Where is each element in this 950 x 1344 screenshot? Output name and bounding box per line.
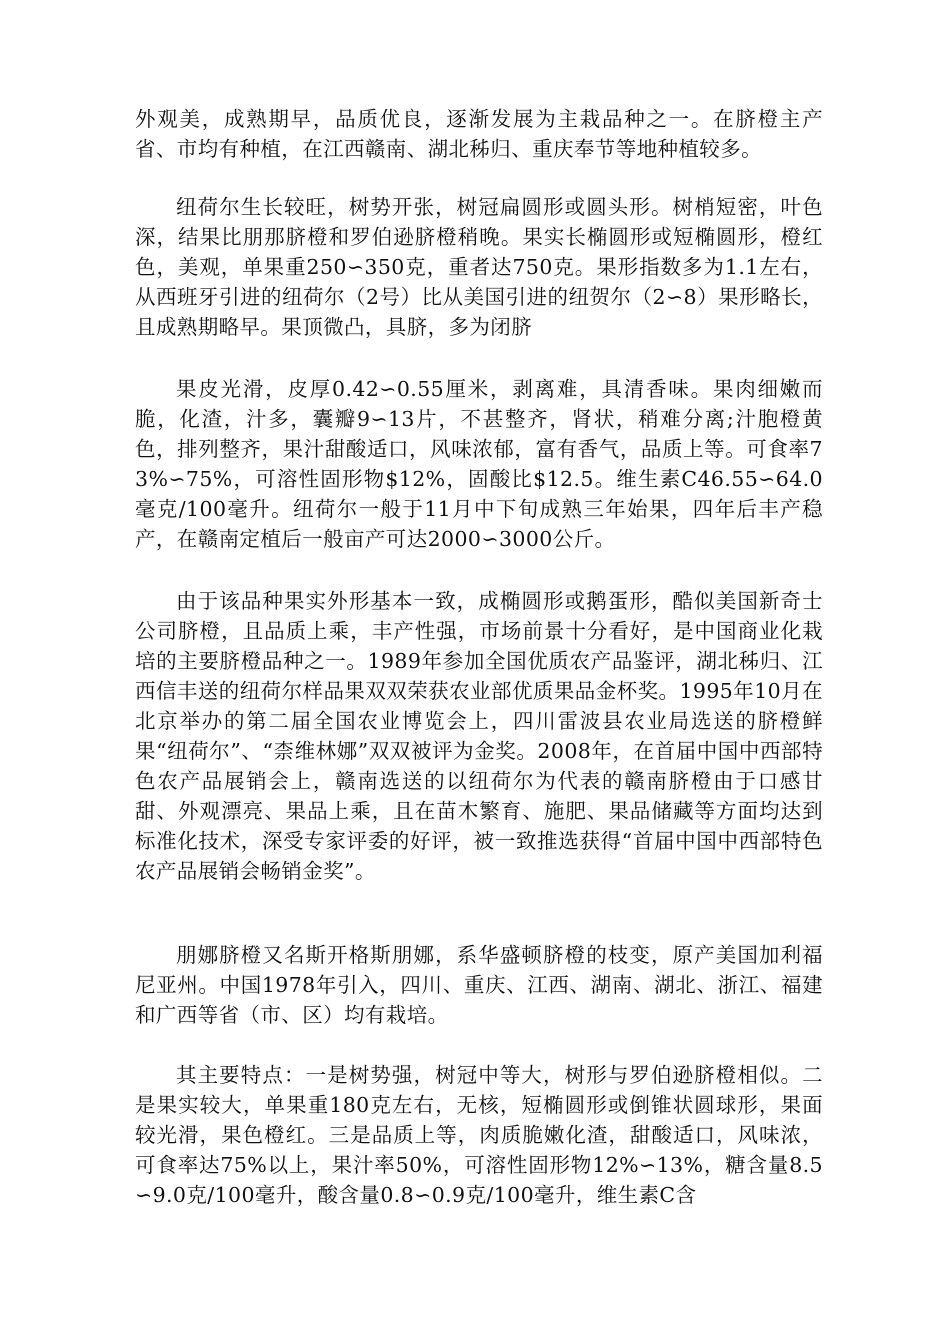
paragraph-4: 由于该品种果实外形基本一致，成椭圆形或鹅蛋形，酷似美国新奇士公司脐橙，且品质上乘，丰产性强，市场前景十分看好，是中国商业化栽培的主要脐橙品种之一。1989年参加全国优质农产品鉴评，湖北秭归、江西信丰送的纽荷尔样品果双双荣获农业部优质果品金杯奖。1995年10月在北京举办的第二届全国农业博览会上，四川雷波县农业局选送的脐橙鲜果“纽荷尔”、“柰维林娜”双双被评为金奖。2008年，在首届中国中西部特色农产品展销会上，赣南选送的以纽荷尔为代表的赣南脐橙由于口感甘甜、外观漂亮、果品上乘，且在苗木繁育、施肥、果品储藏等方面均达到标准化技术，深受专家评委的好评，被一致推选获得“首届中国中西部特色农产品展销会畅销金奖”。: [135, 589, 823, 883]
paragraph-1: 外观美，成熟期早，品质优良，逐渐发展为主栽品种之一。在脐橙主产省、市均有种植，在江西赣南、湖北秭归、重庆奉节等地种植较多。: [135, 107, 823, 161]
paragraph-2: 纽荷尔生长较旺，树势开张，树冠扁圆形或圆头形。树梢短密，叶色深，结果比朋那脐橙和罗伯逊脐橙稍晚。果实长椭圆形或短椭圆形，橙红色，美观，单果重250∽350克，重者达750克。果形指数多为1.1左右，从西班牙引进的纽荷尔（2号）比从美国引进的纽贺尔（2∽8）果形略长，且成熟期略早。果顶微凸，具脐，多为闭脐: [135, 195, 823, 339]
paragraph-6: 其主要特点：一是树势强，树冠中等大，树形与罗伯逊脐橙相似。二是果实较大，单果重180克左右，无核，短椭圆形或倒锥状圆球形，果面较光滑，果色橙红。三是品质上等，肉质脆嫩化渣，甜酸适口，风味浓，可食率达75%以上，果汁率50%，可溶性固形物12%∽13%，糖含量8.5∽9.0克/100毫升，酸含量0.8∽0.9克/100毫升，维生素C含: [135, 1063, 823, 1207]
paragraph-5: 朋娜脐橙又名斯开格斯朋娜，系华盛顿脐橙的枝变，原产美国加利福尼亚州。中国1978年引入，四川、重庆、江西、湖南、湖北、浙江、福建和广西等省（市、区）均有栽培。: [135, 943, 823, 1027]
paragraph-3: 果皮光滑，皮厚0.42∽0.55厘米，剥离难，具清香味。果肉细嫩而脆，化渣，汁多，囊瓣9∽13片，不甚整齐，肾状，稍难分离;汁胞橙黄色，排列整齐，果汁甜酸适口，风味浓郁，富有香气，品质上等。可食率73%∽75%，可溶性固形物$12%，固酸比$12.5。维生素C46.55∽64.0毫克/100毫升。纽荷尔一般于11月中下旬成熟三年始果，四年后丰产稳产，在赣南定植后一般亩产可达2000∽3000公斤。: [135, 377, 823, 551]
